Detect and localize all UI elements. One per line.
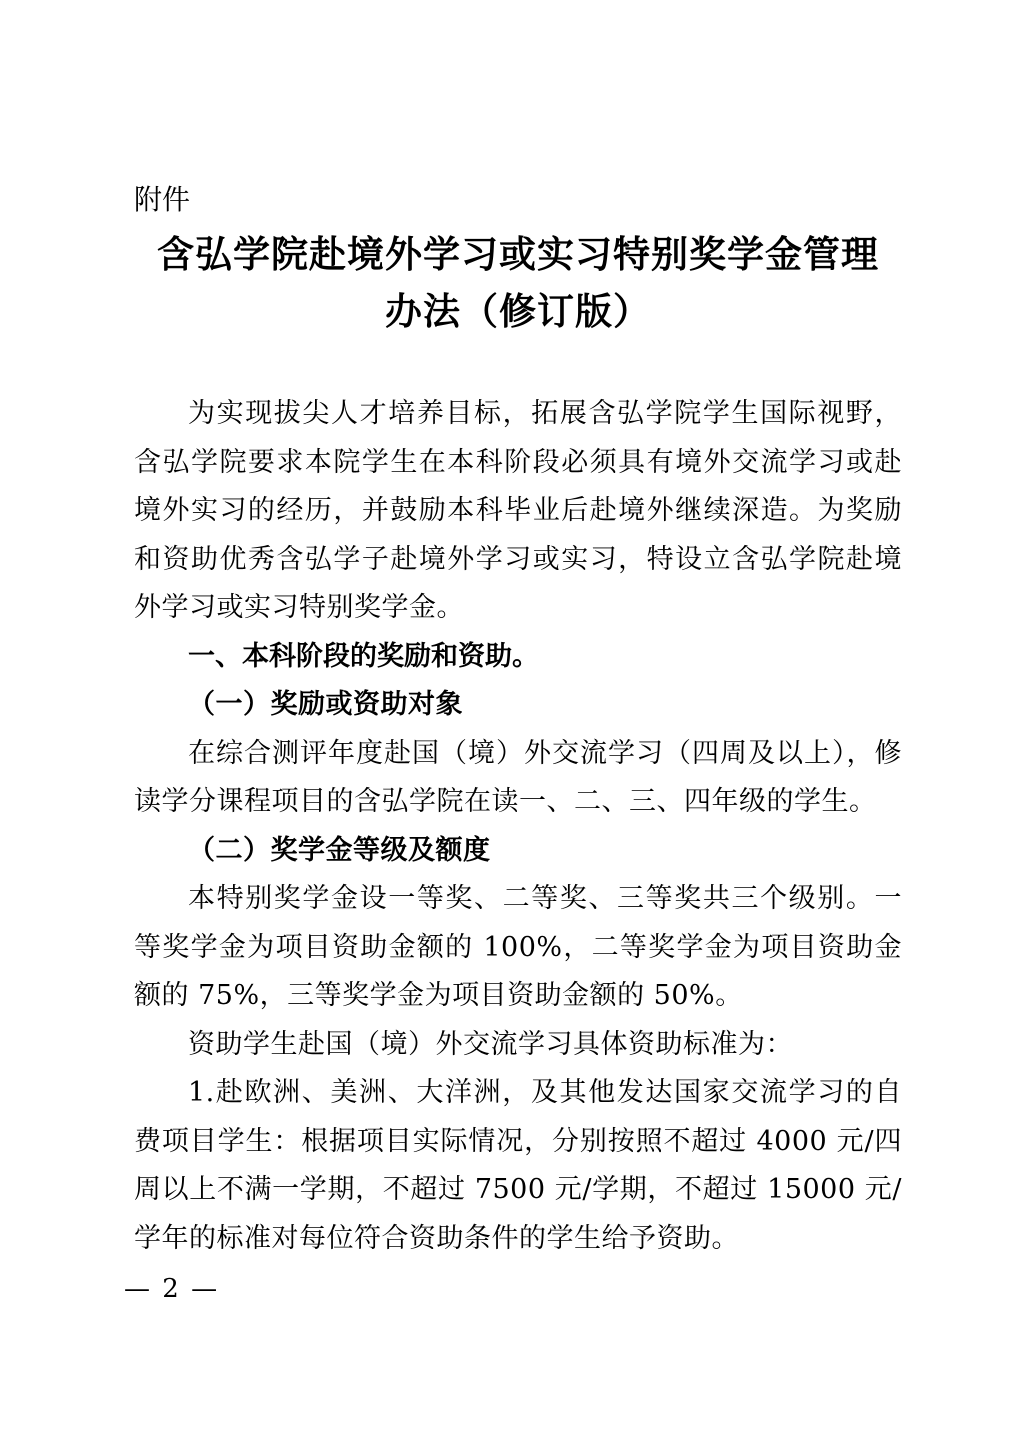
section-heading-1: 一、本科阶段的奖励和资助。 <box>188 640 539 672</box>
subsection-heading-1-2: （二）奖学金等级及额度 <box>188 834 491 866</box>
document-body <box>134 390 902 1263</box>
attachment-label: 附件 <box>134 183 191 216</box>
document-title-line1: 含弘学院赴境外学习或实习特别奖学金管理 <box>157 233 879 276</box>
document-title <box>134 226 902 340</box>
page-number: — 2 — <box>124 1274 220 1304</box>
paragraph-funding-standard-intro: 资助学生赴国（境）外交流学习具体资助标准为： <box>188 1028 793 1060</box>
document-content <box>134 180 902 1263</box>
paragraph-funding-standard-item1: 1.赴欧洲、美洲、大洋洲，及其他发达国家交流学习的自费项目学生：根据项目实际情况，分别按照不超过 4000 元/四周以上不满一学期，不超过 7500 元/学期，不超过 15000 元/学年的标准对每位符合资助条件的学生给予资助。 <box>134 1077 902 1254</box>
document-title-line2: 办法（修订版） <box>385 290 651 333</box>
paragraph-eligibility: 在综合测评年度赴国（境）外交流学习（四周及以上），修读学分课程项目的含弘学院在读一、二、三、四年级的学生。 <box>134 737 902 817</box>
paragraph-scholarship-levels: 本特别奖学金设一等奖、二等奖、三等奖共三个级别。一等奖学金为项目资助金额的 100%，二等奖学金为项目资助金额的 75%，三等奖学金为项目资助金额的 50%。 <box>134 883 902 1011</box>
paragraph-intro: 为实现拔尖人才培养目标，拓展含弘学院学生国际视野，含弘学院要求本院学生在本科阶段必须具有境外交流学习或赴境外实习的经历，并鼓励本科毕业后赴境外继续深造。为奖励和资助优秀含弘学子赴境外学习或实习，特设立含弘学院赴境外学习或实习特别奖学金。 <box>134 398 902 623</box>
subsection-heading-1-1: （一）奖励或资助对象 <box>188 689 463 720</box>
